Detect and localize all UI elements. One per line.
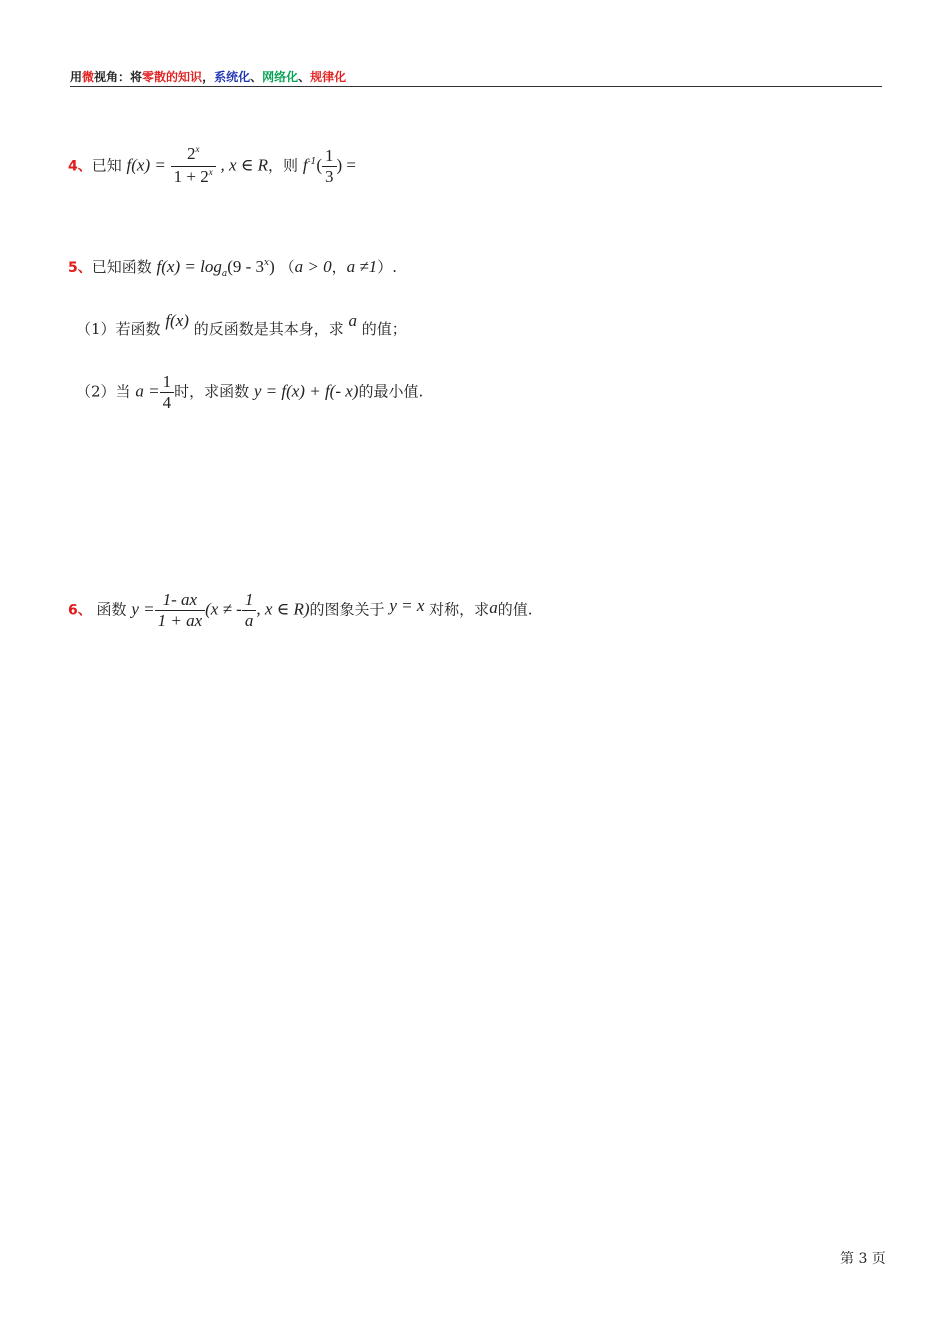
- part-text: 的最小值.: [358, 382, 424, 401]
- math-subscript: a: [221, 269, 228, 279]
- part-text: 的值；: [361, 320, 407, 338]
- frac-denominator: 1 + 2: [173, 167, 209, 186]
- question-text: ，则: [268, 156, 299, 175]
- math-paren: (: [316, 155, 323, 175]
- math-condition: a ≠1: [346, 257, 378, 276]
- math-paren: ): [269, 257, 275, 276]
- math-symmetry: y = x: [389, 595, 425, 615]
- frac-numerator: 1: [160, 372, 175, 393]
- part-label: （1）若函数: [76, 320, 161, 338]
- header-part: 系统化: [214, 70, 251, 84]
- question-text: 已知: [91, 156, 122, 175]
- question-text: 的值.: [497, 600, 533, 619]
- math-fraction: [242, 590, 257, 631]
- part-text: 的反函数是其本身，求: [193, 320, 344, 338]
- math-domain: , x ∈ R: [220, 155, 269, 175]
- frac-denominator: 3: [325, 167, 334, 186]
- math-inverse: f: [302, 155, 308, 175]
- math-condition: (x ≠ -: [205, 599, 242, 619]
- math-a: a =: [135, 381, 160, 401]
- part-label: （2）当: [76, 382, 131, 401]
- question-text: 函数: [96, 600, 127, 619]
- question-number: 6、: [68, 602, 92, 619]
- math-fraction: [155, 590, 206, 631]
- question-number: 4、: [68, 158, 92, 175]
- math-fraction: [322, 146, 337, 187]
- frac-superscript: x: [195, 144, 200, 154]
- question-text: ）.: [377, 258, 397, 276]
- math-arg: (9 - 3: [227, 257, 265, 276]
- header-part: 视角：将: [94, 70, 143, 84]
- math-fraction: [171, 144, 216, 189]
- question-6: [68, 590, 532, 631]
- math-fx: f(x): [165, 311, 189, 330]
- math-fx: f(x) =: [126, 155, 166, 175]
- frac-denominator: 4: [162, 393, 172, 412]
- page-header: [70, 68, 346, 85]
- frac-numerator: 1- ax: [155, 590, 206, 611]
- header-part: 零散的知识: [142, 70, 203, 84]
- question-5-part-2: [76, 372, 423, 413]
- math-condition: a > 0: [294, 257, 332, 276]
- question-5-part-1: [76, 311, 407, 339]
- header-part: 规律化: [310, 70, 347, 84]
- math-fraction: [160, 372, 175, 413]
- part-text: 时，求函数: [174, 382, 250, 401]
- math-tail: ) =: [336, 155, 357, 175]
- page-number: 第 3 页: [840, 1251, 886, 1267]
- question-5: [68, 256, 397, 277]
- frac-numerator: 1: [322, 146, 337, 167]
- question-text: （: [279, 258, 295, 276]
- frac-numerator: 2: [186, 144, 196, 163]
- question-text: ，: [331, 258, 347, 276]
- header-part: ，: [202, 70, 215, 84]
- question-text: 的图象关于: [309, 600, 385, 619]
- frac-numerator: 1: [242, 590, 257, 611]
- header-rule: [70, 86, 882, 87]
- header-part: 、: [250, 70, 263, 84]
- header-part: 用: [70, 70, 83, 84]
- frac-superscript: x: [208, 167, 213, 177]
- question-4: [68, 144, 356, 189]
- question-text: 对称，求: [429, 600, 490, 619]
- math-expression: y = f(x) + f(- x): [253, 381, 359, 401]
- math-a: a: [348, 311, 357, 330]
- math-fx: f(x) = log: [156, 257, 222, 276]
- question-number: 5、: [68, 260, 92, 276]
- math-superscript: x: [264, 258, 270, 268]
- header-part: 、: [298, 70, 311, 84]
- math-condition: , x ∈ R): [256, 599, 310, 619]
- math-a: a: [489, 597, 498, 617]
- math-superscript: -1: [307, 156, 317, 167]
- question-text: 已知函数: [91, 258, 152, 276]
- header-part: 微: [82, 70, 95, 84]
- math-y: y =: [131, 599, 155, 619]
- frac-denominator: a: [244, 611, 254, 630]
- header-part: 网络化: [262, 70, 299, 84]
- frac-denominator: 1 + ax: [157, 611, 203, 630]
